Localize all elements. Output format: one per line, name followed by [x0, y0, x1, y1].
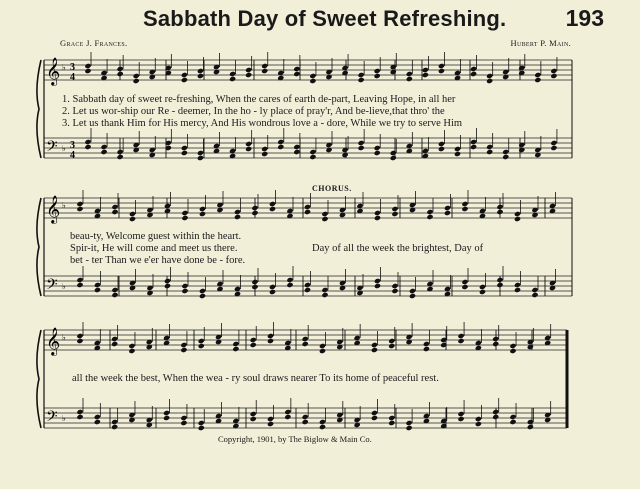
- notehead: [251, 210, 258, 216]
- notehead: [128, 343, 135, 349]
- notehead: [261, 63, 268, 69]
- notehead: [199, 288, 206, 294]
- notehead: [438, 146, 445, 152]
- notehead: [76, 282, 83, 288]
- notehead: [84, 68, 91, 74]
- notehead: [304, 282, 311, 288]
- notehead: [100, 149, 107, 155]
- notehead: [496, 204, 503, 210]
- notehead: [251, 284, 258, 290]
- notehead: [319, 419, 326, 425]
- notehead: [319, 343, 326, 349]
- notehead: [76, 414, 83, 420]
- chorus-label: CHORUS.: [312, 184, 352, 193]
- notehead: [250, 416, 257, 422]
- flat-key-icon: ♭: [62, 63, 66, 72]
- notehead: [509, 414, 516, 420]
- notehead: [461, 206, 468, 212]
- notehead: [550, 68, 557, 74]
- notehead: [406, 76, 413, 82]
- notehead: [269, 206, 276, 212]
- notehead: [509, 348, 516, 354]
- flat-key-icon: ♭: [62, 414, 66, 423]
- notehead: [197, 150, 204, 156]
- notehead: [486, 144, 493, 150]
- notehead: [76, 206, 83, 212]
- notehead: [267, 333, 274, 339]
- notehead: [302, 341, 309, 347]
- notehead: [245, 72, 252, 78]
- notehead: [470, 144, 477, 150]
- notehead: [128, 348, 135, 354]
- notehead: [534, 72, 541, 78]
- chorus-line2: all the week the best, When the wea - ry soul draws nearer To its home of peaceful rest.: [72, 373, 439, 384]
- verse3-line2: bet - ter Than we e'er have done be - fore.: [70, 255, 246, 266]
- notehead: [550, 73, 557, 79]
- flat-key-icon: ♭: [62, 333, 66, 342]
- notehead: [514, 211, 521, 217]
- notehead: [479, 289, 486, 295]
- time-signature-top: 3: [70, 140, 75, 151]
- notehead: [197, 73, 204, 79]
- notehead: [358, 77, 365, 83]
- notehead: [250, 337, 257, 343]
- notehead: [133, 78, 140, 84]
- notehead: [133, 73, 140, 79]
- notehead: [199, 206, 206, 212]
- time-signature-top: 3: [70, 62, 75, 73]
- notehead: [457, 333, 464, 339]
- notehead: [181, 77, 188, 83]
- notehead: [261, 68, 268, 74]
- notehead: [388, 338, 395, 344]
- notehead: [261, 151, 268, 157]
- notehead: [129, 211, 136, 217]
- notehead: [304, 287, 311, 293]
- notehead: [496, 282, 503, 288]
- notehead: [163, 410, 170, 416]
- notehead: [293, 66, 300, 72]
- notehead: [509, 419, 516, 425]
- notehead: [269, 201, 276, 207]
- copyright-notice: Copyright, 1901, by The Biglow & Main Co.: [218, 434, 372, 444]
- notehead: [470, 66, 477, 72]
- bass-clef-icon: 𝄢: [46, 276, 58, 297]
- notehead: [388, 343, 395, 349]
- notehead: [514, 287, 521, 293]
- notehead: [426, 209, 433, 215]
- composer-credit: Hubert P. Main.: [510, 38, 571, 48]
- notehead: [371, 410, 378, 416]
- notehead: [371, 415, 378, 421]
- notehead: [198, 338, 205, 344]
- notehead: [486, 78, 493, 84]
- treble-clef-icon: 𝄞: [46, 195, 61, 223]
- notehead: [321, 211, 328, 217]
- notehead: [111, 419, 118, 425]
- bass-clef-icon: 𝄢: [46, 408, 58, 429]
- notehead: [111, 424, 118, 430]
- notehead: [527, 424, 534, 430]
- notehead: [514, 216, 521, 222]
- notehead: [461, 284, 468, 290]
- notehead: [261, 146, 268, 152]
- flat-key-icon: ♭: [62, 144, 66, 153]
- notehead: [293, 149, 300, 155]
- notehead: [426, 214, 433, 220]
- notehead: [423, 341, 430, 347]
- notehead: [245, 141, 252, 147]
- notehead: [198, 343, 205, 349]
- notehead: [286, 277, 293, 283]
- notehead: [492, 414, 499, 420]
- notehead: [197, 155, 204, 161]
- notehead: [302, 414, 309, 420]
- notehead: [444, 205, 451, 211]
- notehead: [229, 71, 236, 77]
- notehead: [199, 211, 206, 217]
- notehead: [76, 338, 83, 344]
- notehead: [409, 288, 416, 294]
- notehead: [461, 279, 468, 285]
- notehead: [371, 342, 378, 348]
- notehead: [76, 201, 83, 207]
- notehead: [117, 149, 124, 155]
- notehead: [84, 144, 91, 150]
- notehead: [391, 206, 398, 212]
- notehead: [438, 141, 445, 147]
- notehead: [475, 416, 482, 422]
- notehead: [531, 287, 538, 293]
- notehead: [251, 205, 258, 211]
- notehead: [302, 336, 309, 342]
- notehead: [111, 209, 118, 215]
- notehead: [479, 284, 486, 290]
- notehead: [374, 210, 381, 216]
- notehead: [267, 416, 274, 422]
- notehead: [390, 155, 397, 161]
- notehead: [180, 347, 187, 353]
- notehead: [84, 139, 91, 145]
- notehead: [422, 72, 429, 78]
- notehead: [293, 71, 300, 77]
- notehead: [358, 140, 365, 146]
- notehead: [181, 210, 188, 216]
- notehead: [406, 420, 413, 426]
- notehead: [199, 293, 206, 299]
- notehead: [470, 139, 477, 145]
- notehead: [250, 411, 257, 417]
- notehead: [267, 338, 274, 344]
- notehead: [284, 409, 291, 415]
- notehead: [198, 420, 205, 426]
- notehead: [550, 145, 557, 151]
- notehead: [232, 341, 239, 347]
- notehead: [269, 289, 276, 295]
- system-brace: [37, 330, 41, 428]
- notehead: [502, 149, 509, 155]
- notehead: [527, 419, 534, 425]
- notehead: [321, 292, 328, 298]
- notehead: [374, 150, 381, 156]
- notehead: [234, 214, 241, 220]
- notehead: [198, 425, 205, 431]
- notehead: [181, 283, 188, 289]
- hymn-title: Sabbath Day of Sweet Refreshing.: [143, 6, 507, 31]
- notehead: [284, 414, 291, 420]
- chorus-line1: Day of all the week the brightest, Day of: [312, 243, 484, 254]
- verse1-line2: beau-ty, Welcome guest within the heart.: [70, 231, 242, 242]
- notehead: [111, 287, 118, 293]
- notehead: [374, 215, 381, 221]
- notehead: [245, 67, 252, 73]
- notehead: [84, 63, 91, 69]
- notehead: [163, 415, 170, 421]
- notehead: [391, 288, 398, 294]
- notehead: [492, 409, 499, 415]
- notehead: [438, 68, 445, 74]
- notehead: [492, 341, 499, 347]
- notehead: [76, 277, 83, 283]
- notehead: [388, 420, 395, 426]
- notehead: [550, 140, 557, 146]
- notehead: [374, 278, 381, 284]
- notehead: [164, 278, 171, 284]
- system-brace: [37, 198, 41, 296]
- notehead: [502, 154, 509, 160]
- notehead: [388, 415, 395, 421]
- notehead: [391, 211, 398, 217]
- notehead: [534, 77, 541, 83]
- notehead: [309, 73, 316, 79]
- notehead: [302, 419, 309, 425]
- notehead: [422, 67, 429, 73]
- notehead: [180, 342, 187, 348]
- notehead: [309, 149, 316, 155]
- notehead: [164, 283, 171, 289]
- notehead: [293, 144, 300, 150]
- notehead: [234, 209, 241, 215]
- notehead: [309, 78, 316, 84]
- notehead: [514, 282, 521, 288]
- notehead: [181, 145, 188, 151]
- notehead: [492, 336, 499, 342]
- notehead: [457, 411, 464, 417]
- system-brace: [37, 60, 41, 158]
- notehead: [374, 73, 381, 79]
- notehead: [129, 216, 136, 222]
- notehead: [470, 71, 477, 77]
- notehead: [321, 216, 328, 222]
- notehead: [454, 151, 461, 157]
- flat-key-icon: ♭: [62, 282, 66, 291]
- music-system-3: [0, 322, 640, 452]
- notehead: [94, 419, 101, 425]
- verse1-line1: 1. Sabbath day of sweet re-freshing, When the cares of earth de-part, Leaving Hope, in all her: [62, 94, 456, 105]
- notehead: [374, 68, 381, 74]
- notehead: [197, 68, 204, 74]
- notehead: [286, 282, 293, 288]
- notehead: [319, 424, 326, 430]
- verse3-line1: 3. Let us thank Him for His mercy, And His wondrous love a - dore, While we try to serve Him: [62, 118, 463, 129]
- notehead: [444, 210, 451, 216]
- notehead: [267, 421, 274, 427]
- treble-clef-icon: 𝄞: [46, 57, 61, 85]
- notehead: [232, 346, 239, 352]
- notehead: [374, 283, 381, 289]
- hymn-number: 193: [565, 5, 604, 31]
- notehead: [277, 139, 284, 145]
- notehead: [251, 279, 258, 285]
- notehead: [76, 409, 83, 415]
- notehead: [111, 341, 118, 347]
- notehead: [531, 292, 538, 298]
- notehead: [374, 145, 381, 151]
- notehead: [409, 293, 416, 299]
- notehead: [509, 343, 516, 349]
- notehead: [181, 288, 188, 294]
- notehead: [371, 347, 378, 353]
- notehead: [496, 277, 503, 283]
- notehead: [180, 420, 187, 426]
- bass-clef-icon: 𝄢: [46, 138, 58, 159]
- time-signature-bottom: 4: [70, 72, 75, 83]
- notehead: [181, 215, 188, 221]
- notehead: [475, 421, 482, 427]
- notehead: [309, 154, 316, 160]
- notehead: [117, 71, 124, 77]
- notehead: [94, 282, 101, 288]
- flat-key-icon: ♭: [62, 201, 66, 210]
- notehead: [94, 287, 101, 293]
- notehead: [454, 146, 461, 152]
- notehead: [245, 146, 252, 152]
- treble-clef-icon: 𝄞: [46, 327, 61, 355]
- notehead: [277, 144, 284, 150]
- notehead: [438, 63, 445, 69]
- notehead: [321, 287, 328, 293]
- notehead: [250, 342, 257, 348]
- notehead: [486, 73, 493, 79]
- time-signature-bottom: 4: [70, 150, 75, 161]
- notehead: [111, 292, 118, 298]
- notehead: [358, 145, 365, 151]
- notehead: [423, 346, 430, 352]
- notehead: [117, 154, 124, 160]
- notehead: [496, 209, 503, 215]
- notehead: [94, 414, 101, 420]
- notehead: [406, 425, 413, 431]
- notehead: [390, 150, 397, 156]
- notehead: [117, 66, 124, 72]
- notehead: [180, 415, 187, 421]
- notehead: [304, 204, 311, 210]
- notehead: [319, 348, 326, 354]
- lyricist-credit: Grace J. Frances.: [60, 38, 128, 48]
- notehead: [457, 338, 464, 344]
- notehead: [100, 144, 107, 150]
- notehead: [111, 336, 118, 342]
- verse2-line2: Spir-it, He will come and meet us there.: [70, 243, 238, 254]
- music-system-1: [0, 52, 640, 182]
- notehead: [111, 204, 118, 210]
- notehead: [76, 333, 83, 339]
- notehead: [391, 283, 398, 289]
- notehead: [304, 209, 311, 215]
- verse2-line1: 2. Let us wor-ship our Re - deemer, In the ho - ly place of pray'r, And be-lieve,that thro' the: [62, 106, 445, 117]
- notehead: [181, 150, 188, 156]
- notehead: [461, 201, 468, 207]
- notehead: [269, 284, 276, 290]
- notehead: [358, 72, 365, 78]
- notehead: [181, 72, 188, 78]
- notehead: [486, 149, 493, 155]
- notehead: [406, 71, 413, 77]
- notehead: [229, 76, 236, 82]
- notehead: [457, 416, 464, 422]
